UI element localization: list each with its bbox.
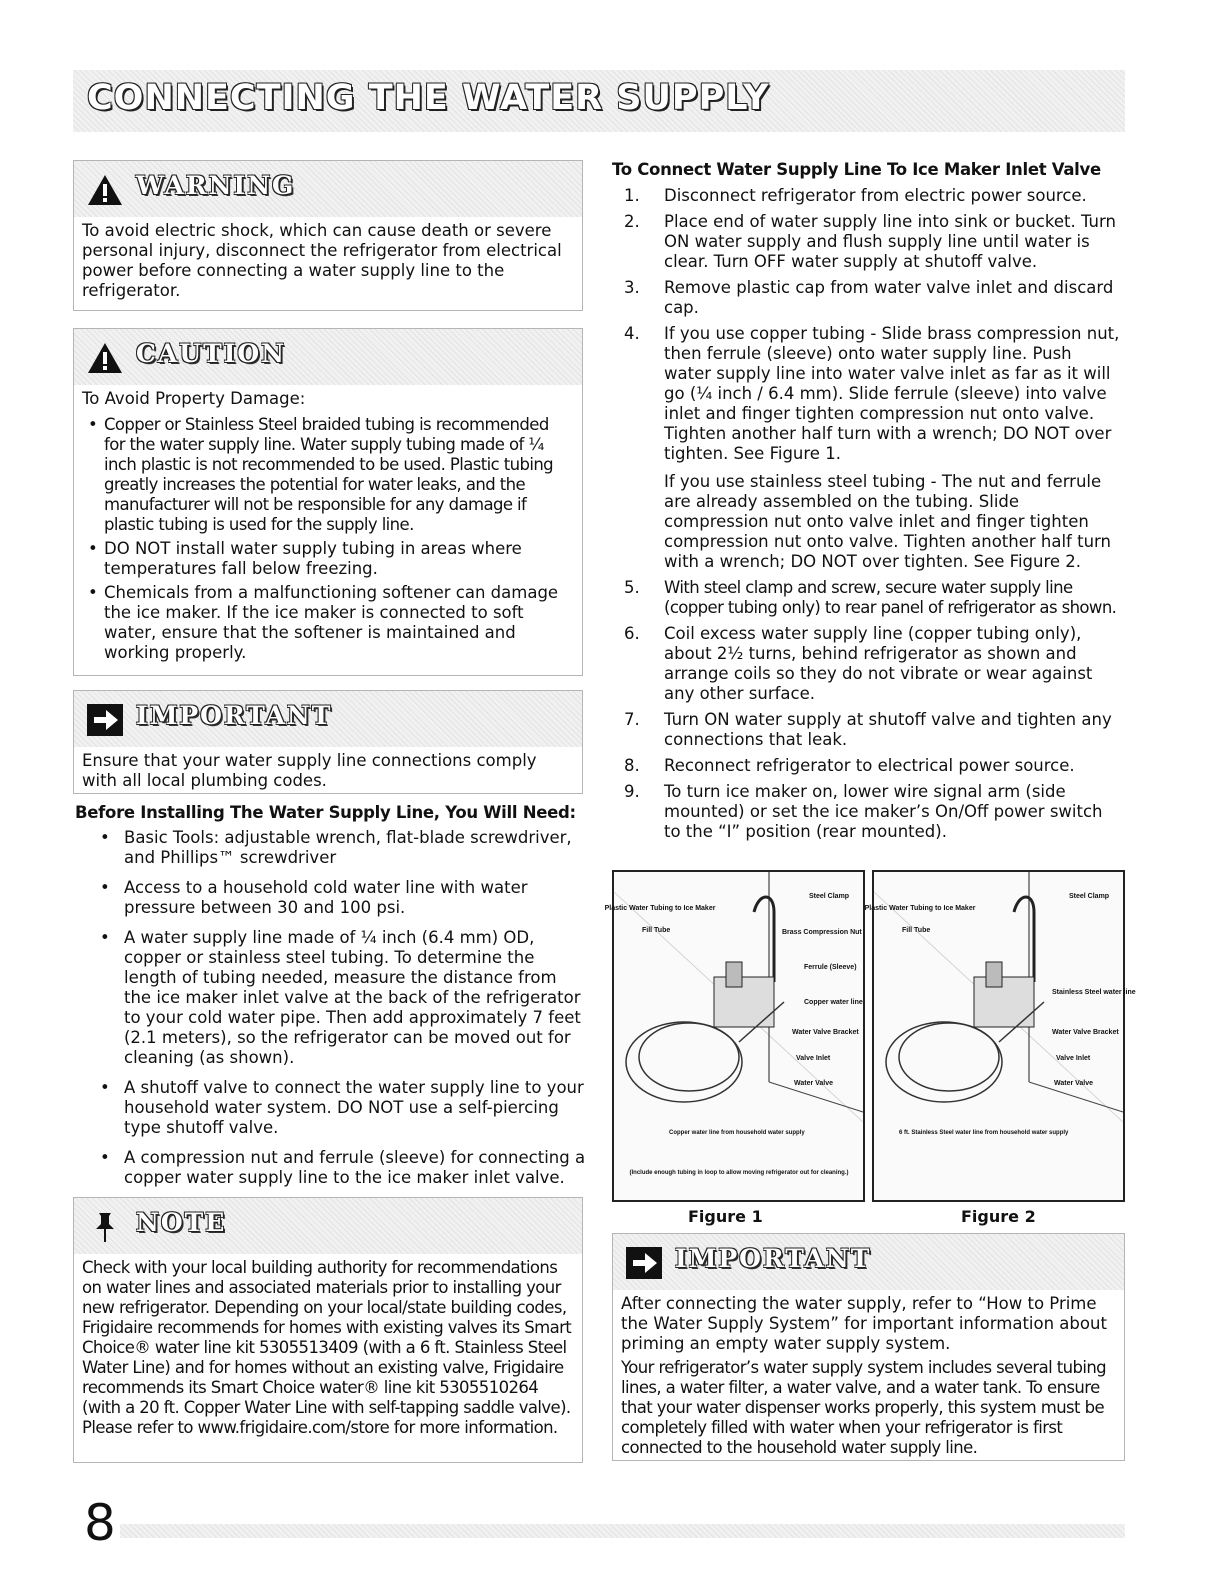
caution-header bbox=[74, 329, 582, 385]
label-fill-tube: Fill Tube bbox=[642, 927, 671, 934]
figure-1-caption: Figure 1 bbox=[688, 1207, 763, 1226]
caution-box bbox=[73, 328, 583, 676]
figure-2 bbox=[864, 870, 1136, 1202]
step-item: 6. Coil excess water supply line (copper tubing only), about 2½ turns, behind refrigerator as shown and arrange coils so they do not vibrate or wear against any other surface. bbox=[624, 624, 1093, 703]
pushpin-icon bbox=[86, 1210, 124, 1244]
label-plastic-tubing: Plastic Water Tubing to Ice Maker bbox=[864, 905, 976, 912]
important-text: Ensure that your water supply line connections comply with all local plumbing codes. bbox=[82, 751, 537, 790]
warning-box bbox=[73, 160, 583, 311]
page-title: CONNECTING THE WATER SUPPLY bbox=[87, 78, 770, 118]
note-header bbox=[74, 1198, 582, 1254]
needs-item: • Basic Tools: adjustable wrench, flat-blade screwdriver, and Phillips™ screwdriver bbox=[88, 828, 588, 868]
needs-list bbox=[88, 828, 588, 1198]
caution-item: • DO NOT install water supply tubing in areas where temperatures fall below freezing. bbox=[82, 539, 572, 579]
needs-item: • A water supply line made of ¼ inch (6.4 mm) OD, copper or stainless steel tubing. To determine the length of tubing needed, measure the distance from the ice maker inlet valve at the back of the refrigerator to your cold water pipe. Then add approximately 7 feet (2.1 meters), so the refrigerator can be moved out for cleaning (as shown). bbox=[88, 928, 588, 1068]
step-item: 3. Remove plastic cap from water valve inlet and discard cap. bbox=[624, 278, 1114, 317]
arrow-right-icon bbox=[86, 703, 124, 737]
title-banner bbox=[73, 70, 1125, 132]
warning-icon bbox=[86, 341, 124, 375]
step-item: 4. If you use copper tubing - Slide brass compression nut, then ferrule (sleeve) onto water supply line. Push water supply line into water valve inlet as far as it will go (¼ inch / 6.4 mm). Slide ferrule (sleeve) into valve inlet and finger tighten compression nut onto valve. Tighten another half turn with a wrench; DO NOT over tighten. See Figure 1. If you use stainless steel tubing - The nut and ferrule are already assembled on the tubing. Slide compression nut onto valve inlet and finger tighten compression nut onto valve. Tighten another half turn with a wrench; DO NOT over tighten. See Figure 2. bbox=[624, 324, 1120, 571]
important-box bbox=[612, 1233, 1125, 1461]
warning-icon bbox=[86, 173, 124, 207]
caution-item: • Copper or Stainless Steel braided tubing is recommended for the water supply line. Water supply tubing made of ¼ inch plastic is not recommended to be used. Plastic tubing greatly increases the potential for water leaks, and the manufacturer will not be responsible for any damage if plastic tubing is used for the supply line. bbox=[82, 415, 572, 535]
note-text: Check with your local building authority for recommendations on water lines and associated materials prior to installing your new refrigerator. Depending on your local/state building codes, Frigidaire recommends for homes with existing valves its Smart Choice® water line kit 5305513409 (with a 6 ft. Stainless Steel Water Line) and for homes without an existing valve, Frigidaire recommends its Smart Choice water® line kit 5305510264 (with a 20 ft. Copper Water Line with self-tapping saddle valve). Please refer to www.frigidaire.com/store for more information. bbox=[82, 1258, 572, 1437]
step-item: 5. With steel clamp and screw, secure water supply line (copper tubing only) to rear panel of refrigerator as shown. bbox=[624, 578, 1117, 617]
warning-text: To avoid electric shock, which can cause death or severe personal injury, disconnect the refrigerator from electrical power before connecting a water supply line to the refrigerator. bbox=[82, 221, 562, 300]
label-water-valve: Water Valve bbox=[794, 1080, 834, 1087]
label-steel-clamp: Steel Clamp bbox=[1069, 893, 1110, 900]
label-household-line: Copper water line from household water supply bbox=[669, 1130, 805, 1136]
important-header bbox=[74, 691, 582, 747]
arrow-right-icon bbox=[625, 1246, 663, 1280]
label-valve-inlet: Valve Inlet bbox=[796, 1055, 831, 1062]
step-item: 1. Disconnect refrigerator from electric power source. bbox=[624, 186, 1087, 205]
label-water-valve: Water Valve bbox=[1054, 1080, 1094, 1087]
label-compression-nut: Brass Compression Nut bbox=[782, 929, 862, 936]
page-number: 8 bbox=[84, 1494, 116, 1552]
label-ferrule: Ferrule (Sleeve) bbox=[804, 964, 857, 971]
label-loop-note: (Include enough tubing in loop to allow moving refrigerator out for cleaning.) bbox=[629, 1170, 849, 1176]
note-box bbox=[73, 1197, 583, 1463]
steps-list bbox=[618, 186, 1123, 848]
needs-item: • Access to a household cold water line with water pressure between 30 and 100 psi. bbox=[88, 878, 588, 918]
needs-item: • A compression nut and ferrule (sleeve) for connecting a copper water supply line to the ice maker inlet valve. bbox=[88, 1148, 588, 1188]
figure-1 bbox=[604, 870, 865, 1202]
important-header bbox=[613, 1234, 1124, 1290]
step-item: 7. Turn ON water supply at shutoff valve and tighten any connections that leak. bbox=[624, 710, 1112, 749]
step-item: 2. Place end of water supply line into sink or bucket. Turn ON water supply and flush supply line until water is clear. Turn OFF water supply at shutoff valve. bbox=[624, 212, 1116, 271]
caution-heading: CAUTION bbox=[136, 339, 287, 368]
label-fill-tube: Fill Tube bbox=[902, 927, 931, 934]
footer-rule bbox=[120, 1524, 1125, 1538]
label-steel-clamp: Steel Clamp bbox=[809, 893, 850, 900]
important-heading: IMPORTANT bbox=[136, 701, 333, 730]
important-heading: IMPORTANT bbox=[675, 1244, 872, 1273]
connect-heading: To Connect Water Supply Line To Ice Maker Inlet Valve bbox=[612, 160, 1101, 179]
step-item: 9. To turn ice maker on, lower wire signal arm (side mounted) or set the ice maker’s On/Off power switch to the “I” position (rear mounted). bbox=[624, 782, 1103, 841]
important-text-1: After connecting the water supply, refer to “How to Prime the Water Supply System” for important information about priming an empty water supply system. bbox=[621, 1294, 1107, 1353]
warning-heading: WARNING bbox=[136, 171, 296, 200]
label-copper-line: Copper water line bbox=[804, 999, 863, 1006]
caution-item: • Chemicals from a malfunctioning softener can damage the ice maker. If the ice maker is connected to soft water, ensure that the softener is maintained and working properly. bbox=[82, 583, 572, 663]
label-stainless-line: Stainless Steel water line bbox=[1052, 989, 1136, 996]
label-valve-inlet: Valve Inlet bbox=[1056, 1055, 1091, 1062]
needs-item: • A shutoff valve to connect the water supply line to your household water system. DO NOT use a self-piercing type shutoff valve. bbox=[88, 1078, 588, 1138]
important-text-2: Your refrigerator’s water supply system includes several tubing lines, a water filter, a water valve, and a water tank. To ensure that your water dispenser works properly, this system must be completely filled with water when your refrigerator is first connected to the household water supply line. bbox=[621, 1358, 1107, 1457]
before-heading: Before Installing The Water Supply Line, You Will Need: bbox=[75, 803, 576, 822]
important-box bbox=[73, 690, 583, 794]
label-valve-bracket: Water Valve Bracket bbox=[792, 1029, 859, 1036]
label-valve-bracket: Water Valve Bracket bbox=[1052, 1029, 1119, 1036]
note-heading: NOTE bbox=[136, 1208, 227, 1237]
warning-header bbox=[74, 161, 582, 217]
label-household-line: 6 ft. Stainless Steel water line from household water supply bbox=[899, 1130, 1069, 1136]
step-item: 8. Reconnect refrigerator to electrical power source. bbox=[624, 756, 1075, 775]
figure-2-caption: Figure 2 bbox=[961, 1207, 1036, 1226]
label-plastic-tubing: Plastic Water Tubing to Ice Maker bbox=[604, 905, 716, 912]
caution-list bbox=[82, 415, 572, 663]
caution-intro: To Avoid Property Damage: bbox=[82, 389, 306, 408]
